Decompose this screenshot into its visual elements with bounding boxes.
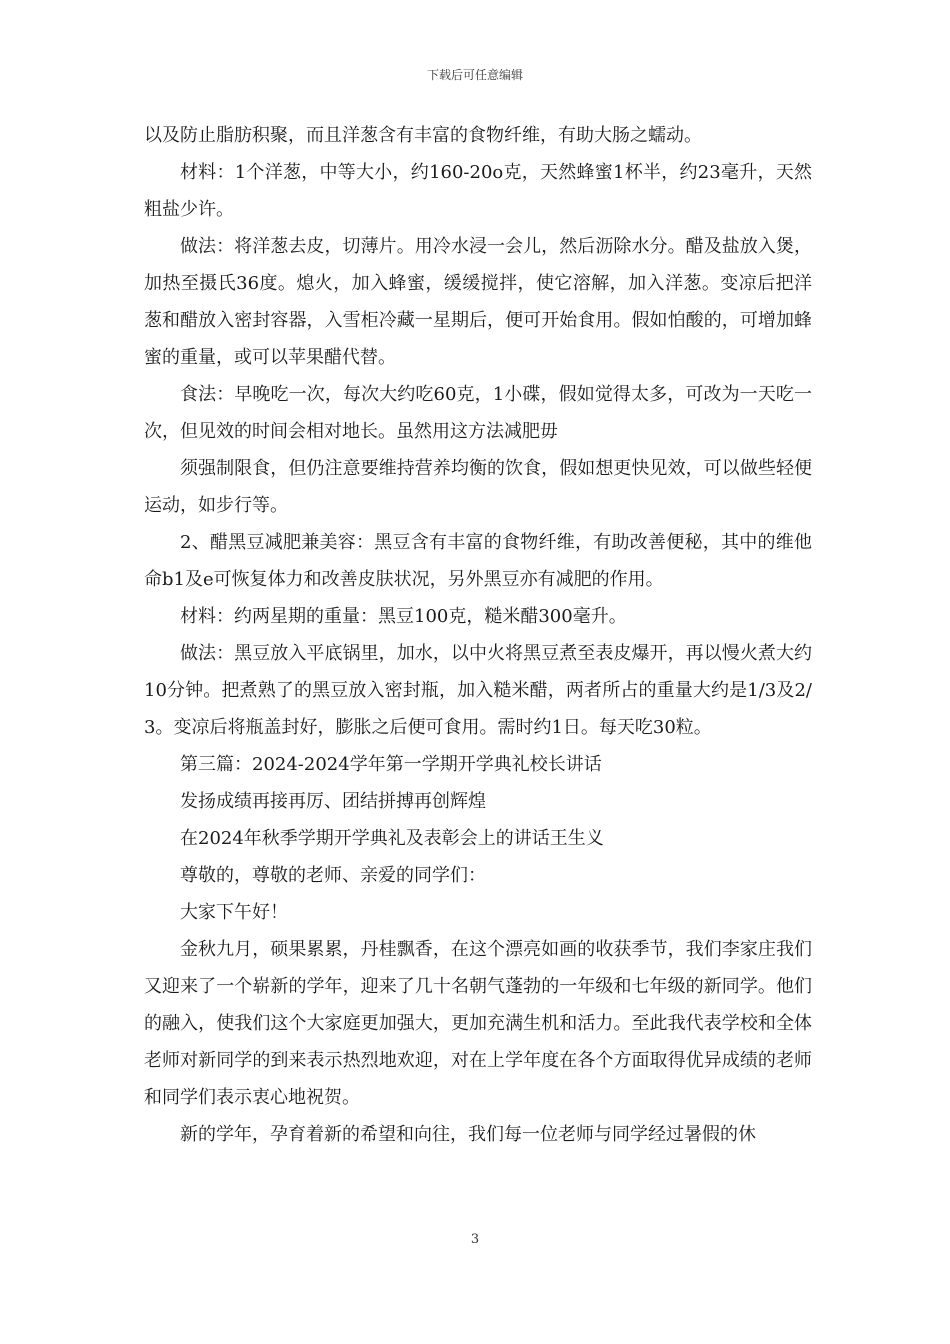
salutation: 尊敬的，尊敬的老师、亲爱的同学们： (180, 865, 486, 886)
paragraph-2: 材料：1个洋葱，中等大小，约160-20o克，天然蜂蜜1杯半，约23毫升，天然粗盐少许。 (144, 162, 812, 220)
page-number: 3 (470, 1232, 480, 1247)
paragraph-6: 2、醋黑豆减肥兼美容：黑豆含有丰富的食物纤维，有助改善便秘，其中的维他命b1及e可恢复体力和改善皮肤状况，另外黑豆亦有减肥的作用。 (144, 532, 812, 590)
paragraph-14: 金秋九月，硕果累累，丹桂飘香，在这个漂亮如画的收获季节，我们李家庄我们又迎来了一个崭新的学年，迎来了几十名朝气蓬勃的一年级和七年级的新同学。他们的融入，使我们这个大家庭更加强大，更加充满生机和活力。至此我代表学校和全体老师对新同学的到来表示热烈地欢迎，对在上学年度在各个方面取得优异成绩的老师和同学们表示衷心地祝贺。 (144, 939, 812, 1108)
paragraph-15: 新的学年，孕育着新的希望和向往，我们每一位老师与同学经过暑假的休 (180, 1124, 756, 1145)
paragraph-8: 做法：黑豆放入平底锅里，加水，以中火将黑豆煮至表皮爆开，再以慢火煮大约10分钟。把煮熟了的黑豆放入密封瓶，加入糙米醋，两者所占的重量大约是1/3及2/3。变凉后将瓶盖封好，膨胀之后便可食用。需时约1日。每天吃30粒。 (144, 643, 812, 738)
paragraph-4: 食法：早晚吃一次，每次大约吃60克，1小碟，假如觉得太多，可改为一天吃一次，但见效的时间会相对地长。虽然用这方法减肥毋 (144, 384, 812, 442)
page-header: 下载后可任意编辑 (426, 68, 523, 82)
paragraph-3: 做法：将洋葱去皮，切薄片。用冷水浸一会儿，然后沥除水分。醋及盐放入煲，加热至摄氏36度。熄火，加入蜂蜜，缓缓搅拌，使它溶解，加入洋葱。变凉后把洋葱和醋放入密封容器，入雪柜冷藏一星期后，便可开始食用。假如怕酸的，可增加蜂蜜的重量，或可以苹果醋代替。 (144, 236, 812, 368)
speech-title: 发扬成绩再接再厉、团结拼搏再创辉煌 (180, 791, 486, 812)
paragraph-5: 须强制限食，但仍注意要维持营养均衡的饮食，假如想更快见效，可以做些轻便运动，如步行等。 (144, 458, 812, 516)
document-body (144, 117, 812, 1153)
speech-subtitle: 在2024年秋季学期开学典礼及表彰会上的讲话王生义 (180, 828, 604, 849)
paragraph-1: 以及防止脂肪积聚，而且洋葱含有丰富的食物纤维，有助大肠之蠕动。 (144, 125, 702, 146)
section-heading: 第三篇：2024-2024学年第一学期开学典礼校长讲话 (180, 754, 602, 775)
greeting: 大家下午好！ (180, 902, 288, 923)
paragraph-7: 材料：约两星期的重量：黑豆100克，糙米醋300毫升。 (180, 606, 627, 627)
